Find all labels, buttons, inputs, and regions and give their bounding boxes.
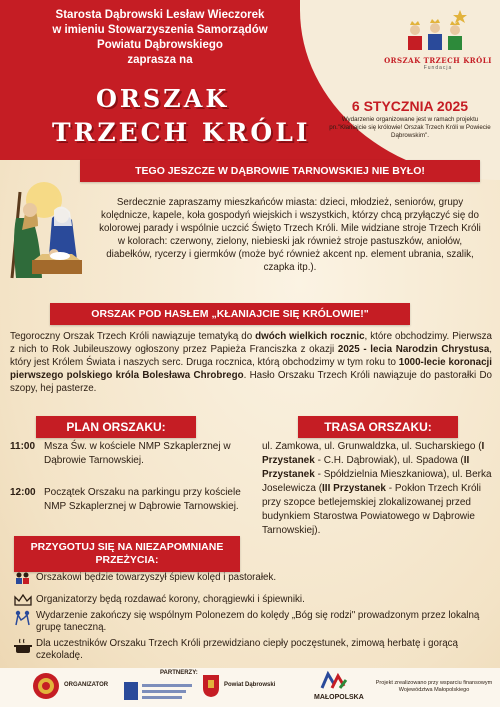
- invitation-paragraph: Serdecznie zapraszamy mieszkańców miasta: dzieci, młodzież, seniorów, grupy kolędnicze, kapele, koła gospodyń wiejskich i wszystkich, którzy chcą przyłączyć się do kolorowej parady i wspólnie uczcić Święto Trzech Króli. Mile widziane stroje Trzech Króli w kolorach: czerwony, zielony, niebieski jak również stroje pastuszków, aniołów, diabełków, rycerzy i giermków (może być również akcent np. element ubrania, szalik, czapka itp.).: [99, 197, 481, 273]
- history-paragraph: [10, 330, 492, 395]
- event-date: 6 STYCZNIA 2025: [351, 98, 469, 114]
- pot-icon: [10, 638, 36, 662]
- malopolska-logo-icon: [320, 670, 350, 690]
- route-text-4: - Pokłon Trzech Króli przy szopce betlejemskiej zlokalizowanej przed budynkiem Starostwa Powiatowego w Dąbrowie Tarnowskiej).: [262, 483, 481, 536]
- list-item: [10, 594, 305, 610]
- history-text-3: , który jest Królem Świata i naszych serc. Druga rocznica, którą obchodzimy w tym roku to: [10, 344, 492, 368]
- logo-text: ORSZAK TRZECH KRÓLI: [384, 56, 492, 65]
- route-text: [262, 440, 492, 538]
- nativity-icon: [2, 178, 102, 288]
- partners-label: PARTNERZY:: [160, 670, 198, 676]
- ribbon-first-time: TEGO JESZCZE W DĄBROWIE TARNOWSKIEJ NIE BYŁO!: [80, 160, 480, 182]
- ribbon-motto: ORSZAK POD HASŁEM „KŁANIAJCIE SIĘ KRÓLOWIE!": [50, 303, 410, 325]
- crown-icon: [10, 594, 36, 610]
- partner-association-logo-icon: [124, 680, 194, 702]
- three-kings-icon: [398, 6, 478, 56]
- plan-time: 12:00: [10, 487, 36, 498]
- route-text-3: - Spółdzielnia Mieszkaniowa), ul. Berka Joselewicza (: [262, 469, 492, 494]
- history-bold-3: 1000-lecie koronacji pierwszego polskiego króla Bolesława Chrobrego: [10, 357, 492, 381]
- list-item-text: Orszakowi będzie towarzyszył śpiew kolęd i pastorałek.: [36, 572, 277, 583]
- date-note: Wydarzenie organizowane jest w ramach projektu pn."Kłaniajcie się królowie! Orszak Trzech Króli w Powiecie Dąbrowskim".: [329, 116, 491, 139]
- list-item-text: Organizatorzy będą rozdawać korony, chorągiewki i śpiewniki.: [36, 594, 305, 605]
- intro-line-3: Powiatu Dąbrowskiego: [97, 39, 223, 51]
- organizer-label: ORGANIZATOR: [64, 682, 109, 688]
- singers-icon: [10, 572, 36, 588]
- ribbon-plan: PLAN ORSZAKU:: [36, 416, 196, 438]
- plan-text: Msza Św. w kościele NMP Szkaplerznej w Dąbrowie Tarnowskiej.: [44, 441, 231, 466]
- list-item: [10, 610, 492, 634]
- history-bold-2: 2025 - lecia Narodzin Chrystusa: [337, 344, 490, 355]
- ribbon-route: TRASA ORSZAKU:: [298, 416, 458, 438]
- plan-list: [10, 440, 250, 532]
- title-line-2: TRZECH KRÓLI: [52, 118, 311, 147]
- dancers-icon: [10, 610, 36, 634]
- route-text-2: - C.H. Dąbrowiak), ul. Spadowa (: [314, 455, 464, 466]
- plan-item: [10, 486, 250, 514]
- list-item-text: Wydarzenie zakończy się wspólnym Polonezem do kolędy „Bóg się rodzi" prowadzonym przez lokalną grupę taneczną.: [36, 610, 480, 633]
- intro-text: [10, 8, 310, 68]
- history-text-2: , które obchodzimy. Pierwsza z nich to Rok Jubileuszowy ogłoszony przez Papieża Franciszka z okazji: [10, 331, 492, 355]
- funding-note: Projekt zrealizowano przy wsparciu finansowym Województwa Małopolskiego: [375, 680, 493, 693]
- title-line-1: ORSZAK: [96, 84, 230, 113]
- route-stop-1: I Przystanek: [262, 441, 485, 466]
- intro-line-4: zaprasza na: [127, 54, 193, 66]
- list-item-text: Dla uczestników Orszaku Trzech Króli przewidziano ciepły poczęstunek, zimową herbatę i gorącą czekoladę.: [36, 638, 458, 661]
- intro-line-2: w imieniu Stowarzyszenia Samorządów: [52, 24, 268, 36]
- logo-sub: Fundacja: [423, 65, 453, 71]
- partner-county-label: Powiat Dąbrowski: [224, 682, 276, 688]
- history-bold-1: dwóch wielkich rocznic: [255, 331, 365, 342]
- nativity-illustration: [2, 178, 102, 288]
- organizer-emblem-icon: [32, 672, 60, 700]
- route-stop-3: III Przystanek: [322, 483, 386, 494]
- history-text-1: Tegoroczny Orszak Trzech Króli nawiązuje tematyką do: [10, 331, 256, 342]
- prepare-heading-1: PRZYGOTUJ SIĘ NA NIEZAPOMNIANE: [30, 541, 224, 553]
- route-text-1: ul. Zamkowa, ul. Grunwaldzka, ul. Sucharskiego (: [262, 441, 482, 452]
- history-text-4: . Hasło Orszaku Trzech Króli nawiązuje do pastorałki Do szopy, hej pasterze.: [10, 370, 493, 394]
- ribbon-prepare: [14, 536, 240, 572]
- footer: [0, 668, 500, 707]
- prepare-heading-2: PRZEŻYCIA:: [95, 554, 159, 566]
- orszak-logo: [378, 6, 498, 80]
- route-stop-2: II Przystanek: [262, 455, 470, 480]
- plan-time: 11:00: [10, 441, 36, 452]
- plan-text: Początek Orszaku na parkingu przy kościele NMP Szkaplerznej w Dąbrowie Tarnowskiej.: [44, 487, 241, 512]
- list-item: [10, 572, 276, 588]
- intro-line-1: Starosta Dąbrowski Lesław Wieczorek: [55, 9, 265, 21]
- list-item: [10, 638, 492, 662]
- malopolska-label: MAŁOPOLSKA: [314, 694, 364, 701]
- plan-item: [10, 440, 250, 468]
- county-crest-icon: [202, 674, 220, 698]
